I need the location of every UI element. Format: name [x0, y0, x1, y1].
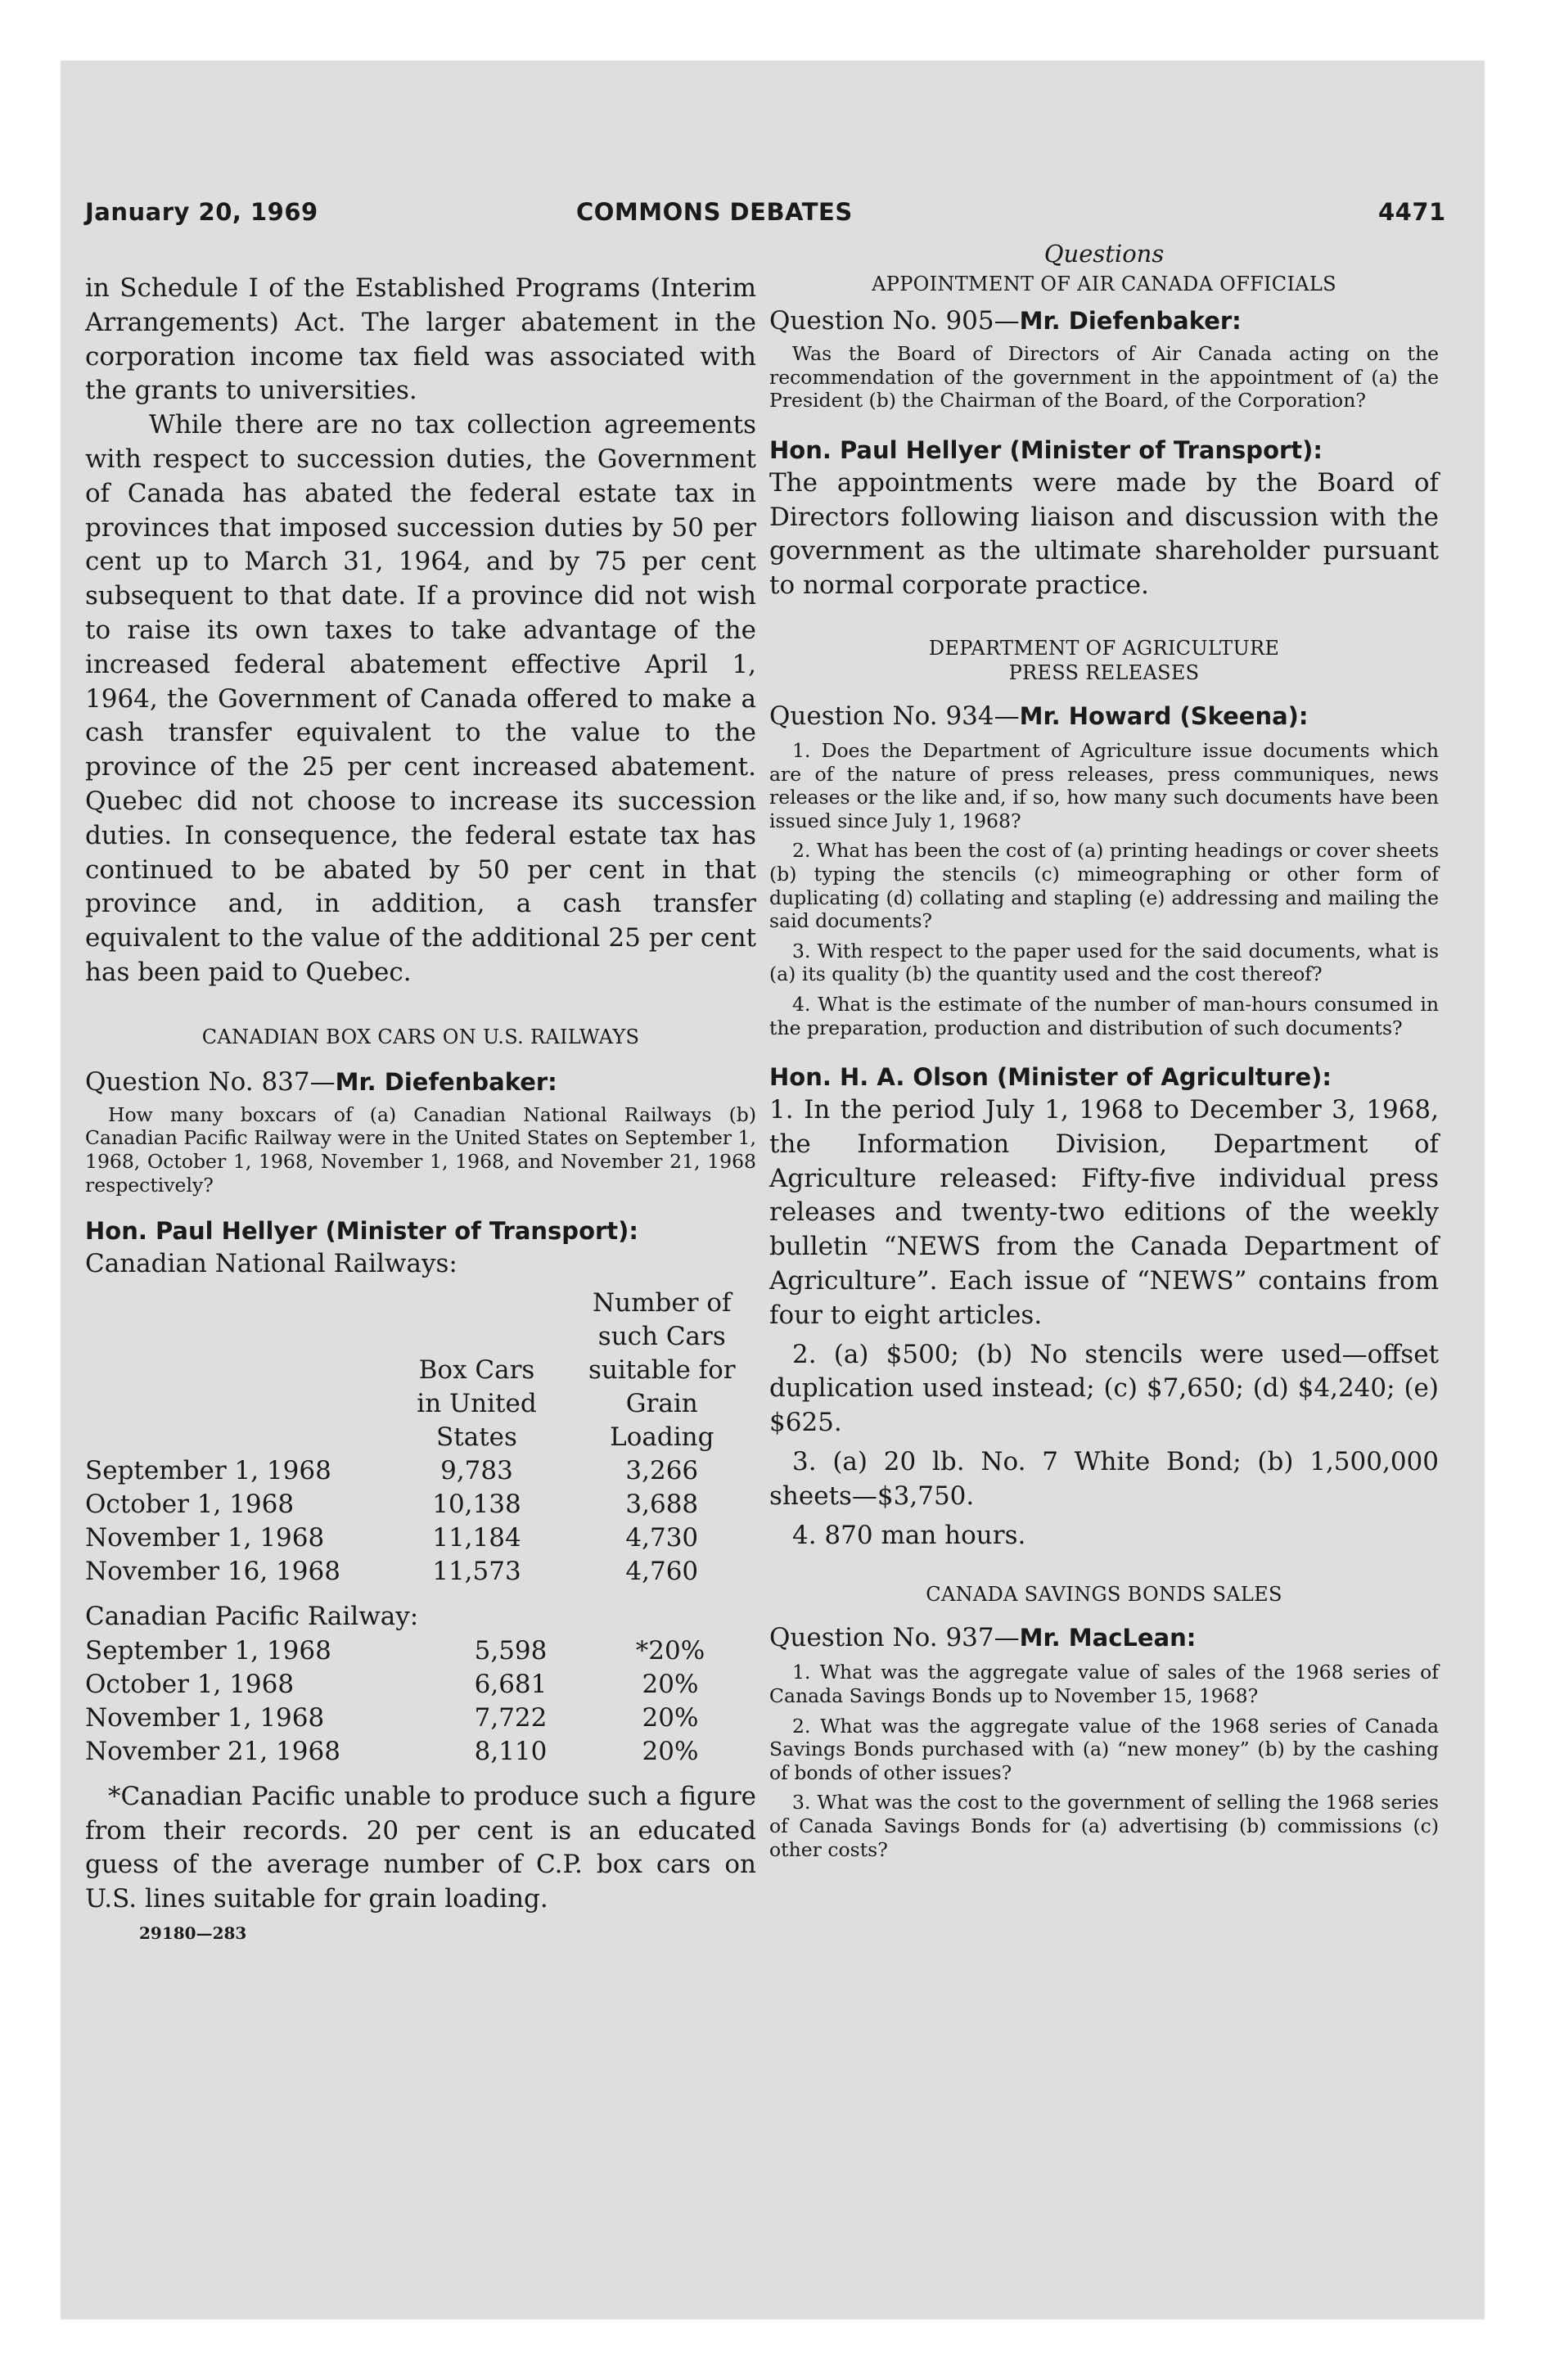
- table-label-cn: Canadian National Railways:: [85, 1249, 457, 1279]
- question-number: Question No. 837—: [85, 1066, 336, 1097]
- answer-speaker: Hon. Paul Hellyer (Minister of Transport):: [769, 435, 1323, 464]
- question-heading: [769, 700, 1439, 732]
- member-name: Mr. MacLean:: [1019, 1624, 1197, 1652]
- list-item: 2. What was the aggregate value of the 1968 series of Canada Savings Bonds purchased with (a) “new money” (b) by the cashing of bonds of other issues?: [769, 1714, 1439, 1784]
- answer-item: 4. 870 man hours.: [792, 1520, 1026, 1550]
- section-heading: DEPARTMENT OF AGRICULTURE PRESS RELEASES: [928, 636, 1280, 684]
- footnote: *Canadian Pacific unable to produce such a figure from their records. 20 per cent is an educated guess of the average number of C.P. box cars on U.S. lines suitable for grain loading.: [85, 1781, 756, 1914]
- cn-boxcar-table: [85, 1287, 756, 1589]
- list-item: 1. What was the aggregate value of sales of the 1968 series of Canada Savings Bonds up to November 15, 1968?: [769, 1661, 1439, 1708]
- table-row: September 1, 1968 5,598 *20%: [85, 1635, 705, 1666]
- table-row: October 1, 1968 6,681 20%: [85, 1669, 699, 1699]
- col-header-grain: Number of such Cars suitable for Grain Loading: [588, 1287, 736, 1452]
- question-heading: [769, 304, 1439, 337]
- paragraph: in Schedule I of the Established Programs (Interim Arrangements) Act. The larger abatement in the corporation income tax field was associated with the grants to universities.: [85, 273, 756, 406]
- answer-item: 1. In the period July 1, 1968 to December 3, 1968, the Information Division, Department of Agriculture released: Fifty-five individual press releases and twenty-two editions of the weekly bulletin “NEWS from the Canada Department of Agriculture”. Each issue of “NEWS” contains from four to eight articles.: [769, 1095, 1439, 1330]
- section-heading: CANADA SAVINGS BONDS SALES: [926, 1583, 1282, 1607]
- cp-boxcar-table: [85, 1634, 756, 1769]
- list-item: 2. What has been the cost of (a) printing headings or cover sheets (b) typing the stencils (c) mimeographing or other form of duplicating (d) collating and stapling (e) addressing and mailing the said documents?: [769, 839, 1439, 933]
- question-text: How many boxcars of (a) Canadian National Railways (b) Canadian Pacific Railway were in the United States on September 1, 1968, October 1, 1968, November 1, 1968, and November 21, 1968 respectively?: [85, 1102, 756, 1197]
- question-number: Question No. 937—: [769, 1623, 1020, 1653]
- answer-item: 3. (a) 20 lb. No. 7 White Bond; (b) 1,500,000 sheets—$3,750.: [769, 1447, 1439, 1511]
- question-number: Question No. 905—: [769, 306, 1020, 336]
- section-heading: CANADIAN BOX CARS ON U.S. RAILWAYS: [201, 1025, 640, 1048]
- col-header-box-cars: Box Cars in United States: [417, 1355, 537, 1452]
- question-text: Was the Board of Directors of Air Canada acting on the recommendation of the government in the appointment of (a) the President (b) the Chairman of the Board, of the Corporation?: [769, 342, 1439, 412]
- left-column: [85, 272, 756, 1943]
- section-label: Questions: [1043, 240, 1165, 268]
- member-name: Mr. Diefenbaker:: [335, 1067, 557, 1096]
- paragraph: While there are no tax collection agreements with respect to succession duties, the Government of Canada has abated the federal estate tax in provinces that imposed succession duties by 50 per cent up to March 31, 1964, and by 75 per cent subsequent to that date. If a province did not wish to raise its own taxes to take advantage of the increased federal abatement effective April 1, 1964, the Government of Canada offered to make a cash transfer equivalent to the value to the province of the 25 per cent increased abatement. Quebec did not choose to increase its succession duties. In consequence, the federal estate tax has continued to be abated by 50 per cent in that province and, in addition, a cash transfer equivalent to the value of the additional 25 per cent has been paid to Quebec.: [85, 410, 756, 987]
- answer-text: The appointments were made by the Board of Directors following liaison and discussion with the government as the ultimate shareholder pursuant to normal corporate practice.: [769, 467, 1439, 601]
- table-header-row: [85, 1287, 756, 1454]
- answer-speaker: Hon. Paul Hellyer (Minister of Transport):: [85, 1217, 639, 1246]
- list-item: 3. With respect to the paper used for the said documents, what is (a) its quality (b) the quantity used and the cost thereof?: [769, 939, 1439, 986]
- question-number: Question No. 934—: [769, 701, 1020, 731]
- list-item: 4. What is the estimate of the number of man-hours consumed in the preparation, production and distribution of such documents?: [769, 992, 1439, 1039]
- section-heading: APPOINTMENT OF AIR CANADA OFFICIALS: [872, 273, 1336, 295]
- page-number: 4471: [1378, 198, 1446, 226]
- table-row: November 1, 1968 7,722 20%: [85, 1702, 699, 1733]
- right-column: [769, 239, 1439, 1868]
- question-heading: [85, 1066, 756, 1098]
- member-name: Mr. Diefenbaker:: [1019, 307, 1242, 335]
- answer-item: 2. (a) $500; (b) No stencils were used—offset duplication used instead; (c) $7,650; (d) $4,240; (e) $625.: [769, 1339, 1439, 1438]
- answer-speaker: Hon. H. A. Olson (Minister of Agriculture):: [769, 1063, 1332, 1092]
- table-row: October 1, 1968 10,138 3,688: [85, 1489, 699, 1519]
- table-row: September 1, 1968 9,783 3,266: [85, 1455, 699, 1485]
- table-row: November 21, 1968 8,110 20%: [85, 1736, 699, 1766]
- header-title: COMMONS DEBATES: [576, 198, 853, 226]
- table-row: November 16, 1968 11,573 4,760: [85, 1556, 699, 1586]
- table-row: November 1, 1968 11,184 4,730: [85, 1522, 699, 1553]
- page-sheet: [61, 61, 1485, 2319]
- header-date: January 20, 1969: [85, 198, 318, 226]
- list-item: 1. Does the Department of Agriculture issue documents which are of the nature of press releases, press communiques, news releases or the like and, if so, how many such documents have been issued since July 1, 1968?: [769, 738, 1439, 832]
- table-label-cp: Canadian Pacific Railway:: [85, 1601, 419, 1631]
- member-name: Mr. Howard (Skeena):: [1019, 701, 1309, 730]
- question-items: [769, 739, 1439, 1039]
- print-code: 29180—283: [139, 1922, 247, 1943]
- list-item: 3. What was the cost to the government of selling the 1968 series of Canada Savings Bonds for (a) advertising (b) commissions (c) other costs?: [769, 1791, 1439, 1861]
- question-heading: [769, 1621, 1439, 1654]
- question-items: [769, 1661, 1439, 1861]
